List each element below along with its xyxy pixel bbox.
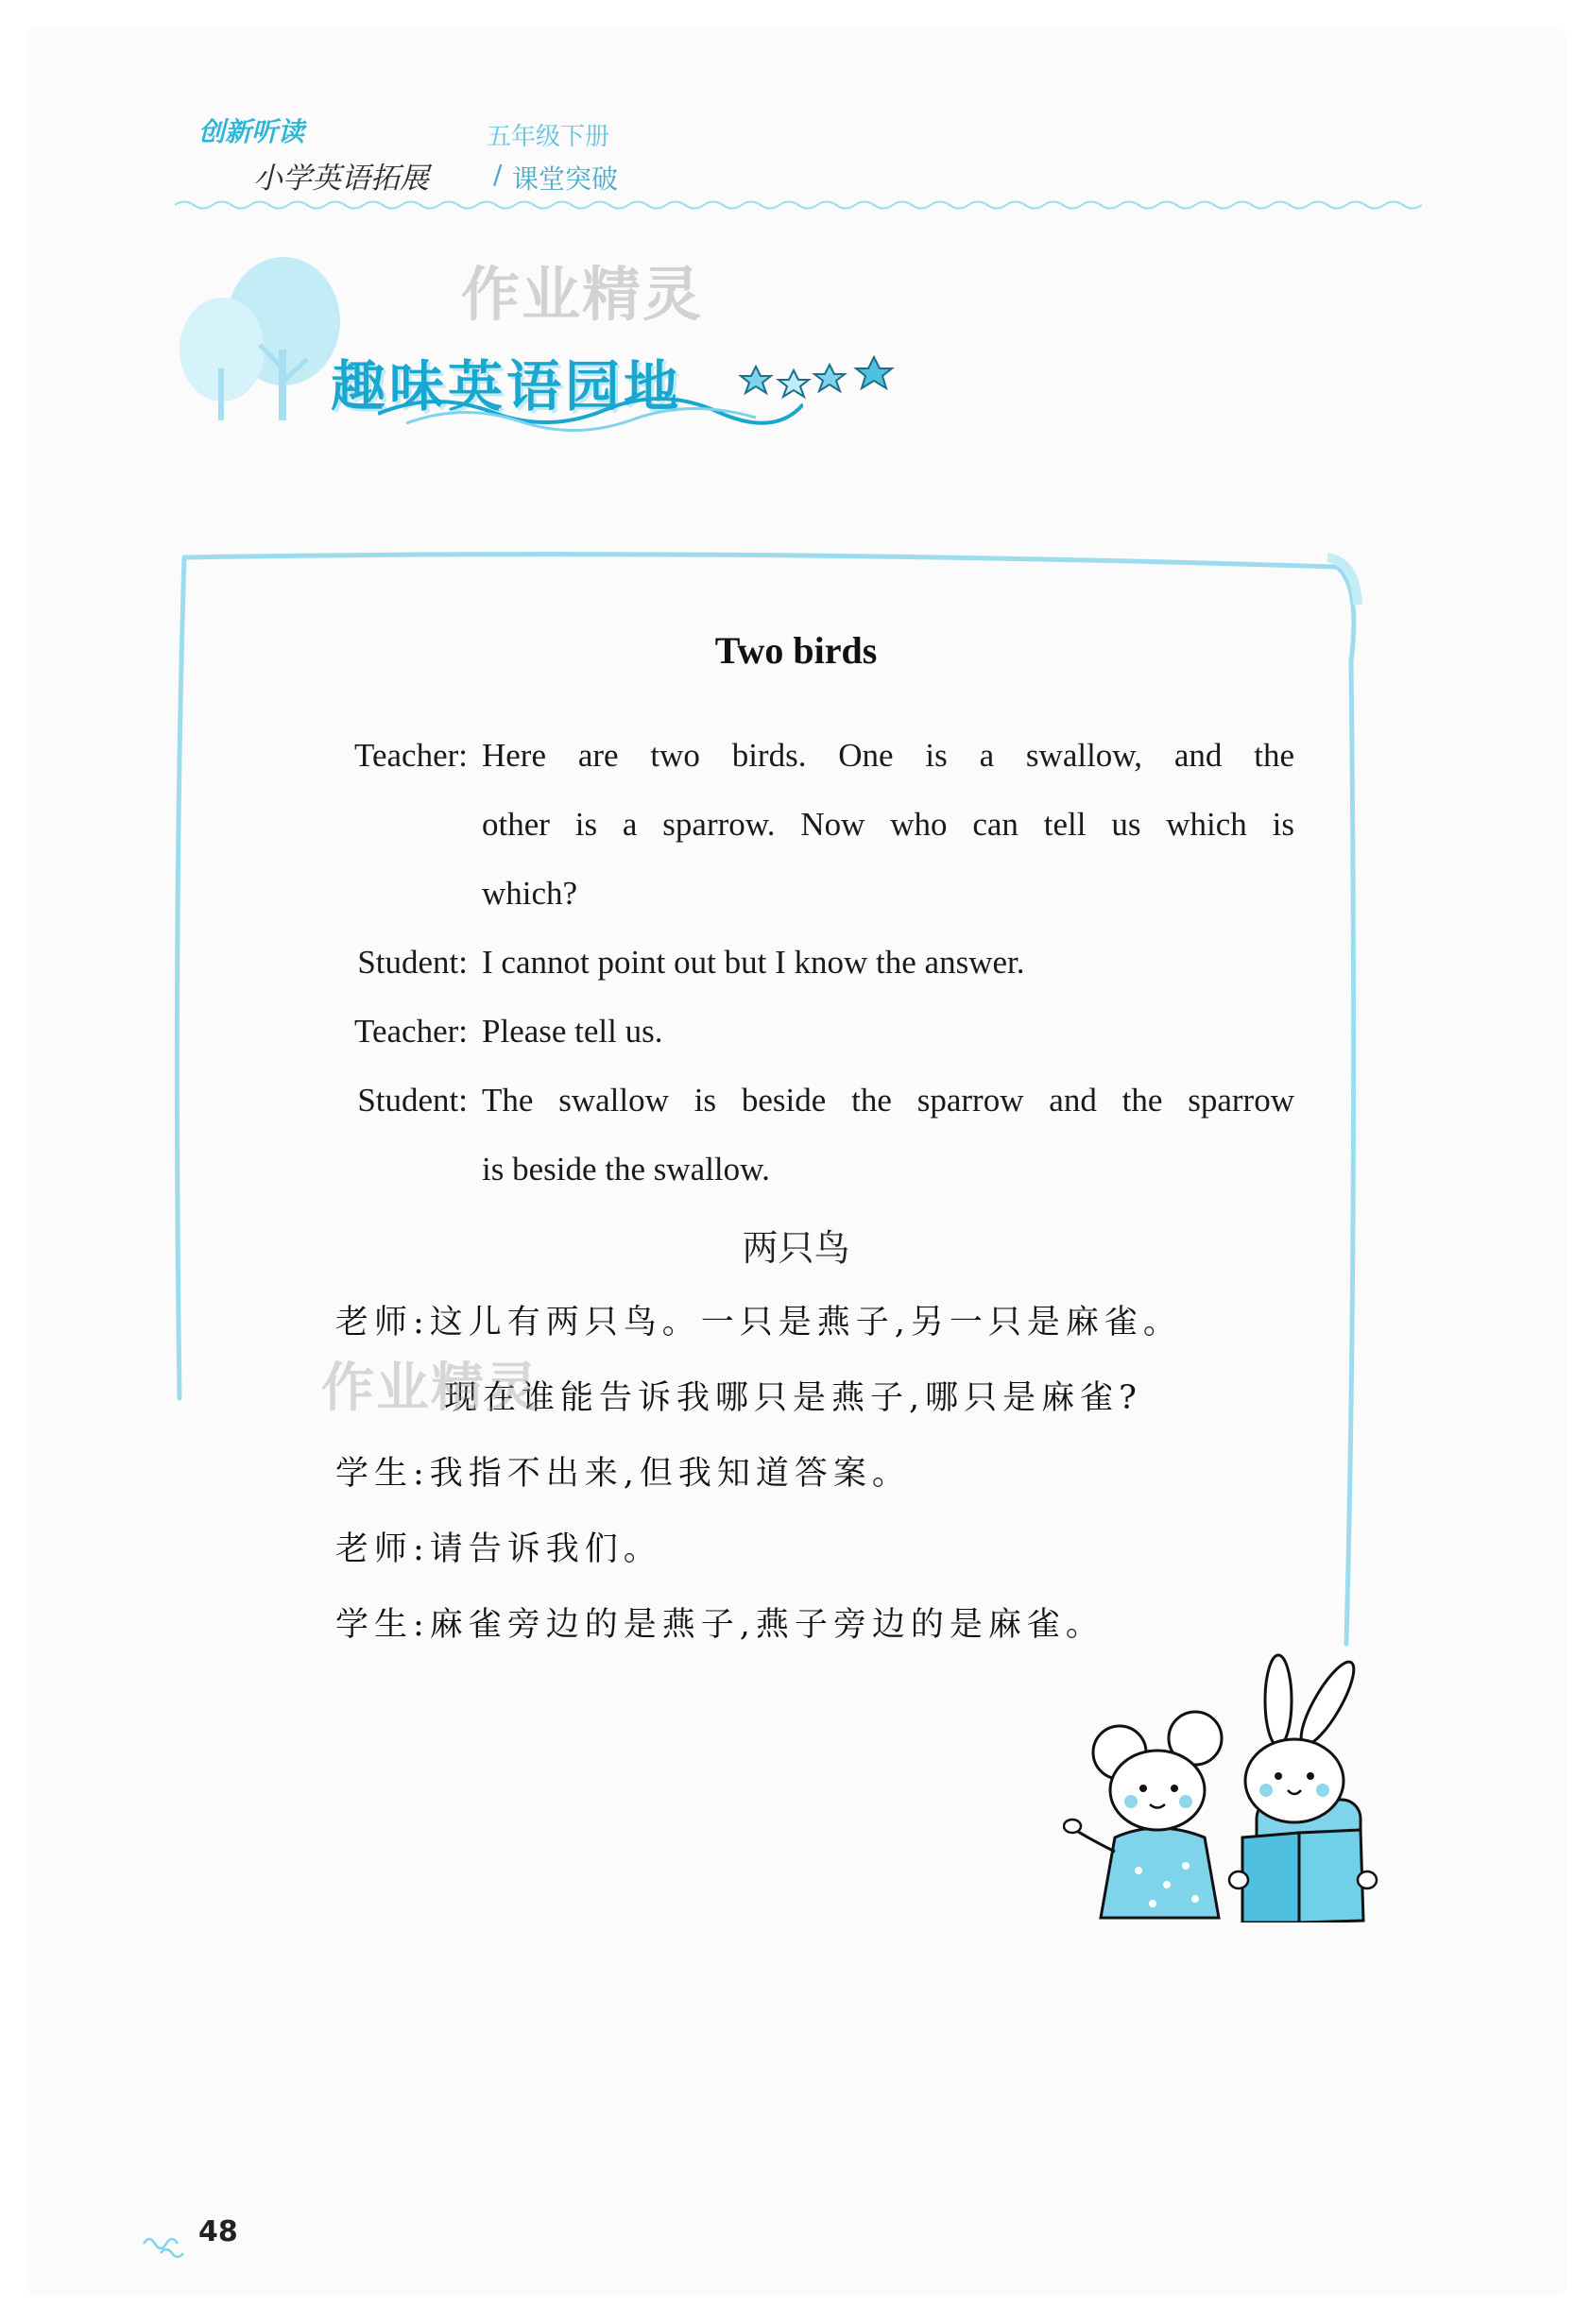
dialogue-line: I cannot point out but I know the answer. xyxy=(482,944,1025,981)
footer-squiggle-decoration xyxy=(142,2230,198,2258)
book-title: 小学英语拓展 xyxy=(253,162,429,196)
watermark: 作业精灵 xyxy=(321,1358,540,1419)
speaker-label: Student: xyxy=(357,1082,468,1119)
banner-title: 趣味英语园地 xyxy=(331,354,683,419)
dialogue-line: is beside the swallow. xyxy=(482,1151,770,1188)
page-number: 48 xyxy=(198,2215,238,2248)
mouse-rabbit-reading-illustration xyxy=(1063,1649,1431,1922)
translation-line: 老师:请告诉我们。 xyxy=(335,1530,662,1568)
translation-line: 老师:这儿有两只鸟。一只是燕子,另一只是麻雀。 xyxy=(335,1304,1182,1341)
series-logo: 创新听读 xyxy=(198,118,305,147)
header-wave-line xyxy=(175,198,1422,212)
translation-line: 学生:麻雀旁边的是燕子,燕子旁边的是麻雀。 xyxy=(335,1606,1104,1644)
speaker-label: Student: xyxy=(357,944,468,981)
trees-icon xyxy=(165,255,354,425)
section-label: 课堂突破 xyxy=(512,163,619,195)
dialogue-line: The swallow is beside the sparrow and the sparrow xyxy=(482,1082,1294,1119)
dialogue-line: Please tell us. xyxy=(482,1013,663,1050)
dialogue-line: which? xyxy=(482,875,578,912)
translation-title: 两只鸟 xyxy=(742,1227,850,1269)
stars-icon xyxy=(737,350,898,406)
dialogue-line: other is a sparrow. Now who can tell us which is xyxy=(482,806,1294,843)
story-title: Two birds xyxy=(714,629,878,672)
watermark: 作业精灵 xyxy=(461,260,704,329)
speaker-label: Teacher: xyxy=(354,737,468,774)
header-separator: / xyxy=(493,159,503,190)
dialogue-line: Here are two birds. One is a swallow, and the xyxy=(482,737,1294,774)
grade-label: 五年级下册 xyxy=(487,123,610,150)
translation-line: 现在谁能告诉我哪只是燕子,哪只是麻雀? xyxy=(444,1379,1142,1417)
speaker-label: Teacher: xyxy=(354,1013,468,1050)
translation-line: 学生:我指不出来,但我知道答案。 xyxy=(335,1455,911,1493)
